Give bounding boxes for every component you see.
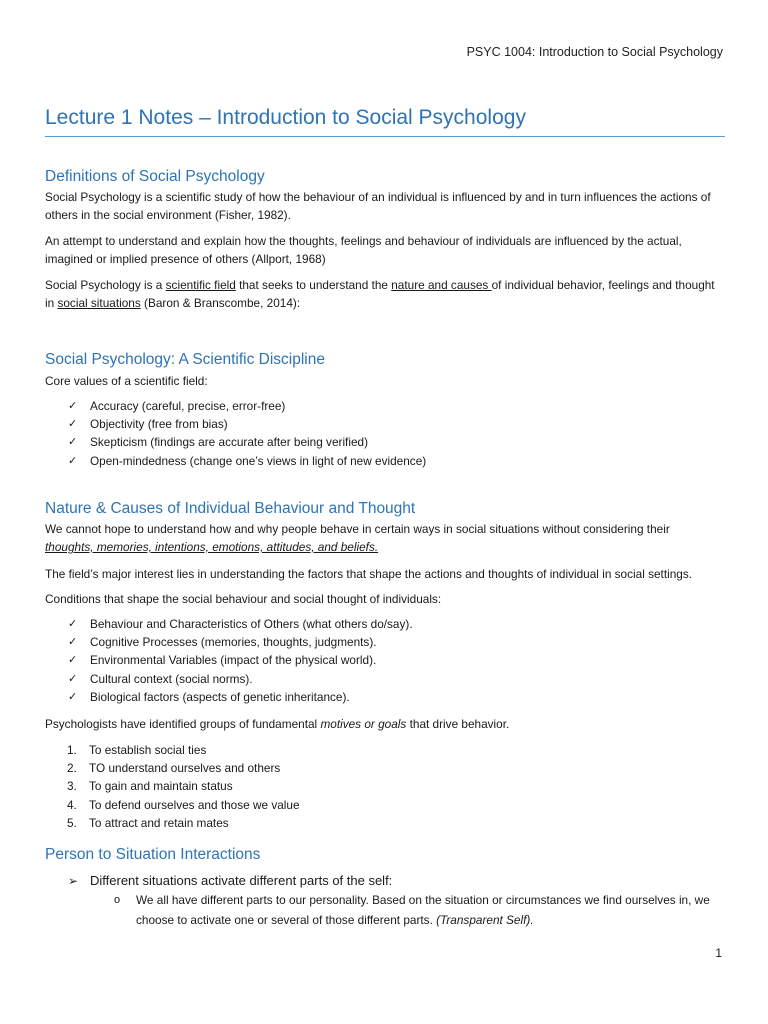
list-item <box>68 415 426 433</box>
check-icon: ✓ <box>68 636 78 649</box>
list-item-text: Skepticism (findings are accurate after being verified) <box>90 435 369 450</box>
list-item-text: Cognitive Processes (memories, thoughts, judgments). <box>90 635 377 650</box>
list-item <box>67 796 300 814</box>
definition-allport: An attempt to understand and explain how the thoughts, feelings and behaviour of individuals are influenced by the actual, imagined or implied presence of others (Allport, 1968) <box>45 234 682 266</box>
cannot-hope-paragraph <box>45 520 720 556</box>
situation-sublist <box>114 890 724 930</box>
list-item <box>68 433 426 451</box>
list-item <box>68 397 426 415</box>
check-icon: ✓ <box>68 400 78 412</box>
definition-baron <box>45 276 720 312</box>
list-item-text: Behaviour and Characteristics of Others (what others do/say). <box>90 617 413 631</box>
text-run: (Baron & Branscombe, 2014): <box>140 296 301 310</box>
page-number: 1 <box>715 946 722 960</box>
section-heading-scientific-discipline: Social Psychology: A Scientific Discipline <box>45 351 325 368</box>
underlined-term: nature and causes <box>391 278 492 292</box>
check-icon: ✓ <box>68 436 78 449</box>
motives-list <box>67 741 300 832</box>
list-number: 5. <box>67 815 77 830</box>
list-item <box>68 615 413 633</box>
list-item <box>67 777 300 795</box>
list-item <box>67 814 300 832</box>
text-run: that drive behavior. <box>406 717 510 731</box>
list-number: 3. <box>67 779 77 794</box>
core-values-intro: Core values of a scientific field: <box>45 374 208 388</box>
circle-bullet-icon: o <box>114 894 121 906</box>
list-item <box>67 741 300 759</box>
list-number: 2. <box>67 761 77 776</box>
text-run: We cannot hope to understand how and why people behave in certain ways in social situations without considering their <box>45 522 670 536</box>
list-item-text <box>114 890 724 930</box>
section-heading-person-situation: Person to Situation Interactions <box>45 846 261 863</box>
list-item <box>68 688 413 706</box>
underlined-term: scientific field <box>165 278 236 292</box>
arrow-bullet-icon: ➢ <box>68 874 79 888</box>
list-item-text: To gain and maintain status <box>89 779 233 794</box>
check-icon: ✓ <box>68 618 78 630</box>
list-item-text: To establish social ties <box>89 743 207 757</box>
section-heading-definitions: Definitions of Social Psychology <box>45 168 265 185</box>
text-run: Social Psychology is a <box>45 278 166 292</box>
list-number: 4. <box>67 797 77 812</box>
text-run: that seeks to understand the <box>235 278 392 292</box>
underlined-term: social situations <box>57 296 141 310</box>
emphasized-text: thoughts, memories, intentions, emotions, attitudes, and beliefs. <box>45 540 379 554</box>
list-number: 1. <box>67 743 77 757</box>
list-item <box>68 872 392 890</box>
list-item-text: To defend ourselves and those we value <box>89 797 300 812</box>
list-item <box>68 670 413 688</box>
text-run: Psychologists have identified groups of fundamental <box>45 717 321 731</box>
text-run: of individual behavior, feelings and thought in <box>45 278 715 310</box>
list-item-text: Objectivity (free from bias) <box>90 417 228 432</box>
list-item-text: Open-mindedness (change one’s views in light of new evidence) <box>90 453 427 468</box>
emphasized-text: (Transparent Self). <box>436 913 534 927</box>
list-item-text: Biological factors (aspects of genetic inheritance). <box>90 689 350 704</box>
list-item <box>68 452 426 470</box>
check-icon: ✓ <box>68 454 78 467</box>
check-icon: ✓ <box>68 690 78 703</box>
list-item <box>68 633 413 651</box>
list-item-text: TO understand ourselves and others <box>89 761 281 776</box>
situation-list <box>68 872 392 890</box>
check-icon: ✓ <box>68 672 78 685</box>
list-item-text: Accuracy (careful, precise, error-free) <box>90 399 286 413</box>
motives-intro <box>45 715 720 733</box>
major-interest-paragraph: The field’s major interest lies in understanding the factors that shape the actions and thoughts of individual in social settings. <box>45 567 693 581</box>
check-icon: ✓ <box>68 654 78 667</box>
core-values-list <box>68 397 426 470</box>
check-icon: ✓ <box>68 418 78 431</box>
emphasized-text: motives or goals <box>320 717 407 731</box>
list-item-text: Cultural context (social norms). <box>90 671 253 686</box>
section-heading-nature-causes: Nature & Causes of Individual Behaviour and Thought <box>45 500 416 517</box>
page-title: Lecture 1 Notes – Introduction to Social Psychology <box>45 106 725 137</box>
list-item <box>67 759 300 777</box>
list-item-text: Environmental Variables (impact of the physical world). <box>90 653 377 668</box>
running-header: PSYC 1004: Introduction to Social Psychology <box>466 45 723 59</box>
list-item-text: Different situations activate different parts of the self: <box>90 873 393 888</box>
conditions-list <box>68 615 413 706</box>
list-item <box>114 890 724 930</box>
list-item-text: To attract and retain mates <box>89 815 229 830</box>
text-run: We all have different parts to our personality. Based on the situation or circumstances we find ourselves in, we choose to activate one or several of those different parts. <box>136 893 710 927</box>
definition-fisher: Social Psychology is a scientific study of how the behaviour of an individual is influenced by and in turn influences the actions of others in the social environment (Fisher, 1982). <box>45 190 711 222</box>
conditions-intro: Conditions that shape the social behaviour and social thought of individuals: <box>45 592 442 606</box>
list-item <box>68 651 413 669</box>
